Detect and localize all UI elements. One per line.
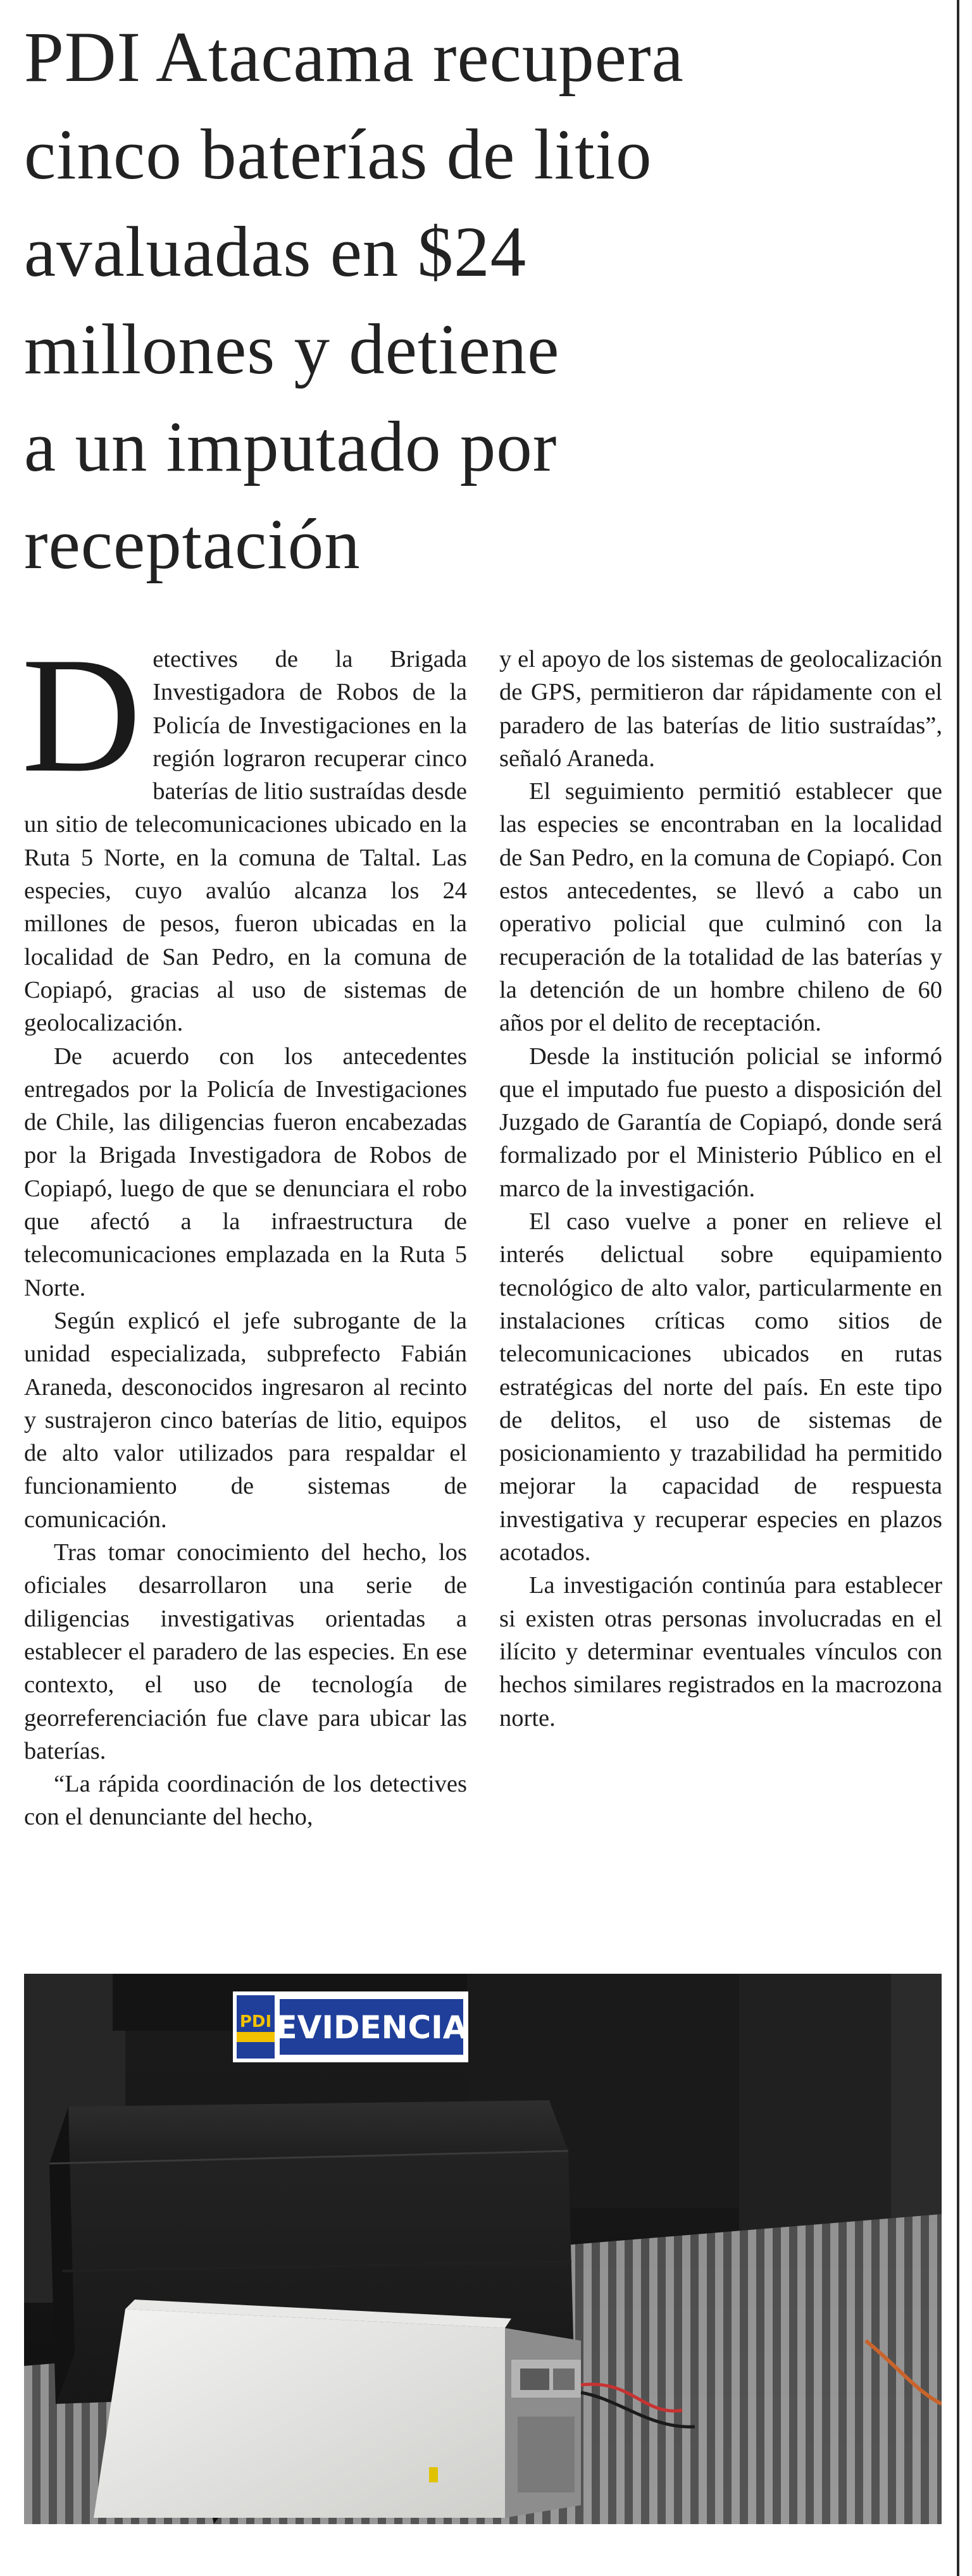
article-paragraph: Según explicó el jefe subrogante de la unidad especializada, subprefecto Fabián Araneda, desconocidos ingresaron al recinto y sustrajeron cinco baterías de litio, equipos de alto valor utilizados para respaldar el funcionamiento de sistemas de comunicación. — [24, 1307, 467, 1533]
article-paragraph: De acuerdo con los antecedentes entregados por la Policía de Investigaciones de Chile, las diligencias fueron encabezadas por la Brigada Investigadora de Robos de Copiapó, luego de que se denunciara el robo que afectó a la infraestructura de telecomunicaciones emplazada en la Ruta 5 Norte. — [24, 1043, 467, 1301]
headline-line: receptación — [24, 505, 361, 584]
article-column-right — [499, 643, 942, 1735]
sign-logo: PDI — [239, 2012, 272, 2031]
sign-text: EVIDENCIA — [275, 2009, 468, 2046]
evidence-photo-illustration — [24, 1974, 942, 2524]
headline — [24, 9, 935, 593]
article-paragraph: El seguimiento permitió establecer que las especies se encontraban en la localidad de San Pedro, en la comuna de Copiapó. Con estos antecedentes, se llevó a cabo un operativo policial que culminó con la recuperación de la totalidad de las baterías y la detención de un hombre chileno de 60 años por el delito de receptación. — [499, 778, 942, 1037]
article-paragraph — [22, 623, 467, 1040]
article-paragraph: y el apoyo de los sistemas de geolocalización de GPS, permitieron dar rápidamente con el paradero de las baterías de litio sustraídas”, señaló Araneda. — [499, 646, 942, 772]
article-paragraph: La investigación continúa para establecer si existen otras personas involucradas en el ilícito y determinar eventuales vínculos con hechos similares registrados en la macrozona norte. — [499, 1572, 942, 1731]
drop-cap: D — [22, 623, 142, 807]
article-paragraph: “La rápida coordinación de los detectives con el denunciante del hecho, — [24, 1771, 467, 1831]
headline-line: millones y detiene — [24, 310, 560, 389]
headline-line: cinco baterías de litio — [24, 115, 652, 194]
column-rule — [957, 0, 959, 2576]
evidence-photo — [24, 1974, 942, 2524]
article-column-left — [22, 623, 467, 1834]
paragraph-text: etectives de la Brigada Investigadora de Robos de la Policía de Investigaciones en la región lograron recuperar cinco baterías de litio sustraídas desde un sitio de telecomunicaciones ubicado en la Ruta 5 Norte, en la comuna de Taltal. Las especies, cuyo avalúo alcanza los 24 millones de pesos, fueron ubicadas en la localidad de San Pedro, en la comuna de Copiapó, gracias al uso de sistemas de geolocalización. — [24, 646, 467, 1037]
headline-line: PDI Atacama recupera — [24, 18, 684, 97]
headline-line: a un imputado por — [24, 407, 558, 486]
evidence-sign — [233, 1991, 468, 2062]
article-paragraph: Desde la institución policial se informó que el imputado fue puesto a disposición del Juzgado de Garantía de Copiapó, donde será formalizado por el Ministerio Público en el marco de la investigación. — [499, 1043, 942, 1202]
article-paragraph: El caso vuelve a poner en relieve el interés delictual sobre equipamiento tecnológico de alto valor, particularmente en instalaciones críticas como sitios de telecomunicaciones ubicados en rutas estratégicas del norte del país. En este tipo de delitos, el uso de sistemas de posicionamiento y trazabilidad ha permitido mejorar la capacidad de respuesta investigativa y recuperar especies en plazos acotados. — [499, 1208, 942, 1566]
article-paragraph: Tras tomar conocimiento del hecho, los oficiales desarrollaron una serie de diligencias investigativas orientadas a establecer el paradero de las especies. En ese contexto, el uso de tecnología de georreferenciación fue clave para ubicar las baterías. — [24, 1539, 467, 1764]
headline-line: avaluadas en $24 — [24, 213, 527, 292]
